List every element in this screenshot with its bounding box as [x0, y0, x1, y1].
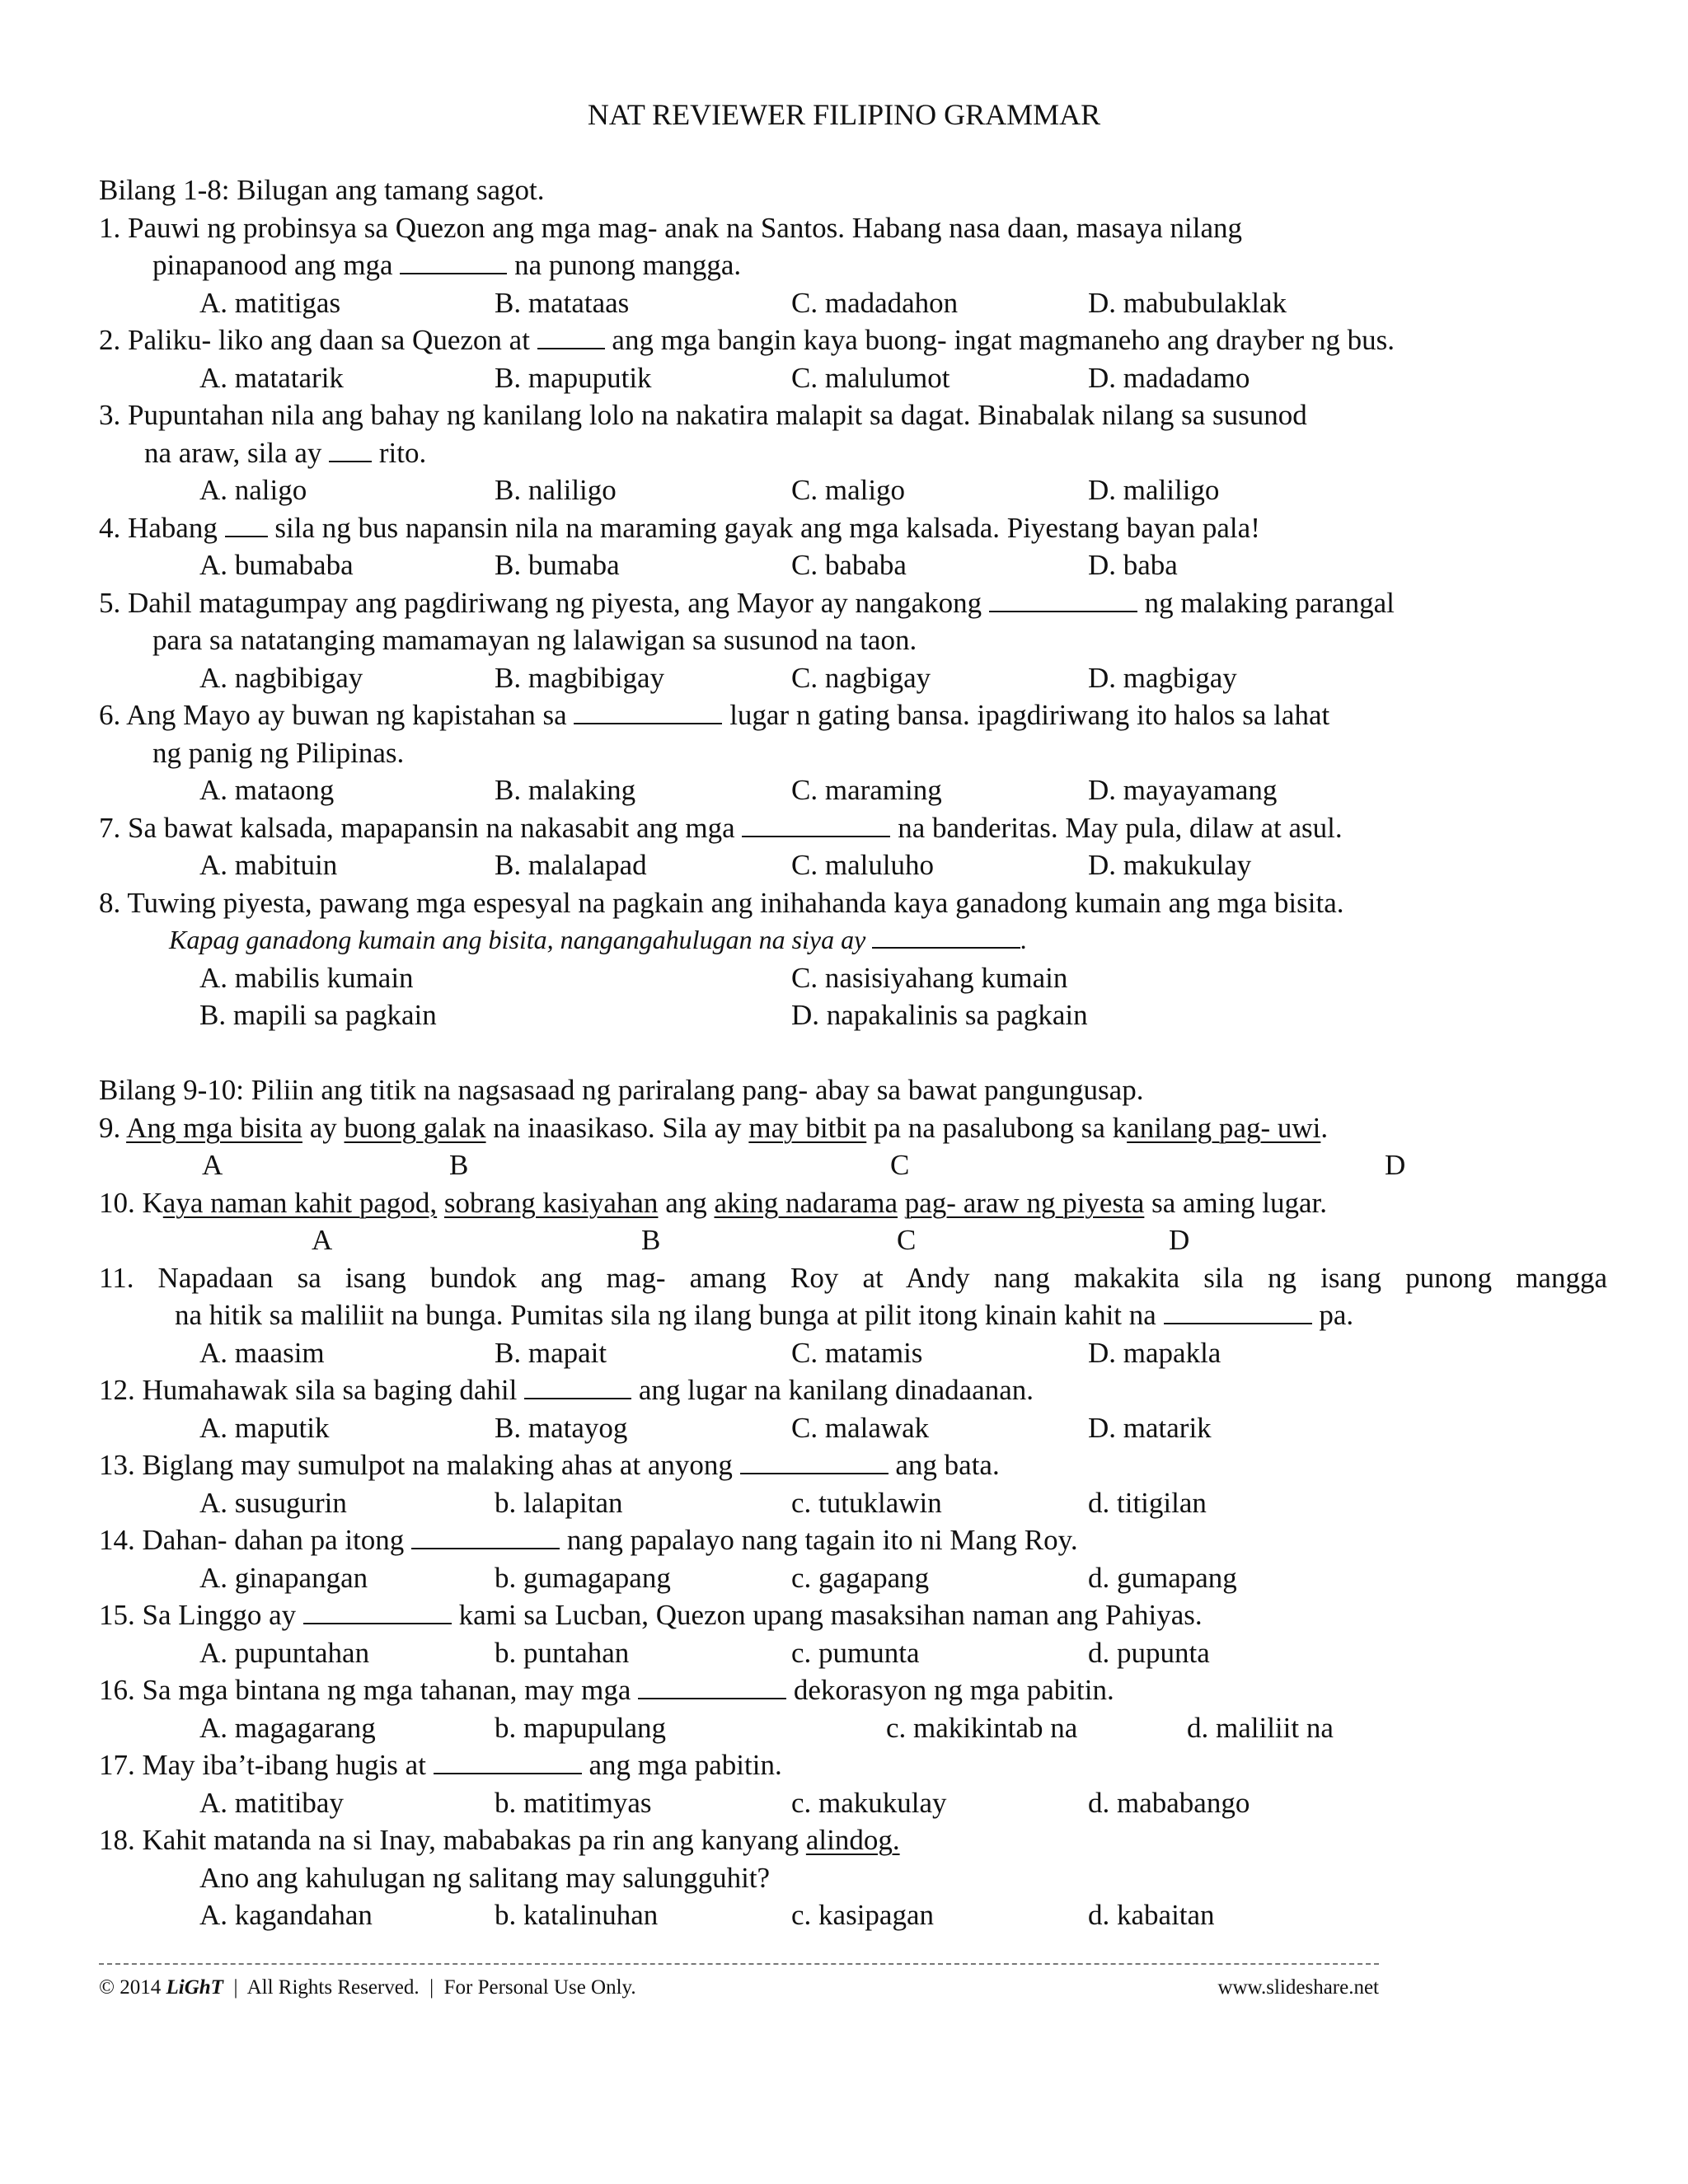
q1-text-part: na punong mangga. [507, 249, 742, 281]
choice[interactable]: c. makikintab na [886, 1711, 1078, 1744]
letter-d[interactable]: D [1169, 1224, 1190, 1256]
question-1-choices [99, 284, 1607, 322]
question-13-choices [99, 1484, 1607, 1522]
choice[interactable]: D. mabubulaklak [1088, 286, 1287, 319]
choice[interactable]: B. malalapad [495, 849, 647, 881]
question-8-note [99, 921, 1607, 959]
choice[interactable]: B. magbibigay [495, 661, 665, 694]
letter-b[interactable]: B [449, 1149, 469, 1181]
q12-text-part: 12. Humahawak sila sa baging dahil [99, 1374, 525, 1406]
q14-text-part: nang papalayo nang tagain ito ni Mang Roy. [560, 1524, 1078, 1556]
q8-note-part: Kapag ganadong kumain ang bisita, nangangahulugan na siya ay [169, 925, 873, 954]
q10-text-part: 10. K [99, 1186, 163, 1219]
choice[interactable]: B. mapuputik [495, 361, 652, 394]
q15-text-part: 15. Sa Linggo ay [99, 1599, 303, 1631]
question-3-cont [99, 434, 1607, 472]
choice[interactable]: B. naliligo [495, 474, 617, 506]
q10-text-part [437, 1187, 444, 1219]
question-6-choices [99, 771, 1607, 809]
answer-blank [638, 1675, 786, 1699]
choice[interactable]: A. matatarik [199, 361, 344, 394]
question-14 [99, 1521, 1607, 1559]
choice[interactable]: d. titigilan [1088, 1486, 1207, 1519]
question-16 [99, 1671, 1607, 1709]
q16-text-part: dekorasyon ng mga pabitin. [786, 1674, 1114, 1706]
answer-blank [400, 250, 507, 274]
choice[interactable]: c. gagapang [791, 1561, 930, 1594]
choice[interactable]: C. malawak [791, 1411, 930, 1444]
question-3: 3. Pupuntahan nila ang bahay ng kanilang lolo na nakatira malapit sa dagat. Binabalak nilang sa susunod [99, 399, 1307, 431]
question-8-choices-row2 [99, 996, 1607, 1034]
q16-text-part: 16. Sa mga bintana ng mga tahanan, may mga [99, 1674, 639, 1706]
choice[interactable]: A. matitigas [199, 286, 341, 319]
q6-text-part: lugar n gating bansa. ipagdiriwang ito halos sa lahat [722, 699, 1330, 731]
choice[interactable]: A. naligo [199, 474, 307, 506]
answer-blank [225, 513, 268, 537]
rights-text: | All Rights Reserved. | For Personal Use Only. [223, 1976, 636, 1999]
q11-text-part: na hitik sa maliliit na bunga. Pumitas sila ng ilang bunga at pilit itong kinain kahit na [175, 1299, 1164, 1331]
question-8-choices-row1 [99, 959, 1607, 997]
question-17 [99, 1746, 1607, 1784]
choice[interactable]: A. magagarang [199, 1711, 376, 1744]
choice[interactable]: D. mapakla [1088, 1336, 1221, 1369]
question-11-cont [99, 1296, 1607, 1334]
section-gap [99, 1034, 1607, 1072]
q12-text-part: ang lugar na kanilang dinadaanan. [631, 1374, 1034, 1406]
choice[interactable]: A. bumababa [199, 549, 354, 581]
question-6 [99, 696, 1607, 734]
answer-blank [434, 1750, 582, 1774]
choice[interactable]: C. bababa [791, 549, 907, 581]
section1-instruction: Bilang 1-8: Bilugan ang tamang sagot. [99, 174, 545, 206]
q7-text-part: na banderitas. May pula, dilaw at asul. [890, 811, 1343, 844]
q10-text-part [898, 1187, 905, 1219]
footer-divider [99, 1963, 1379, 1965]
answer-blank [740, 1450, 889, 1474]
q9-phrase-c: may bitbit [748, 1111, 867, 1144]
brand-name: LiGhT [166, 1976, 223, 1999]
q2-text-part: 2. Paliku- liko ang daan sa Quezon at [99, 324, 537, 356]
choice[interactable]: b. gumagapang [495, 1561, 671, 1594]
question-7-choices [99, 846, 1607, 884]
question-4-choices [99, 546, 1607, 584]
choice[interactable]: b. mapupulang [495, 1711, 667, 1744]
choice[interactable]: c. makukulay [791, 1786, 947, 1819]
q9-text-part: 9. [99, 1111, 127, 1144]
q11-text-part: pa. [1311, 1299, 1354, 1331]
choice[interactable]: B. mapait [495, 1336, 607, 1369]
q15-text-part: kami sa Lucban, Quezon upang masaksihan naman ang Pahiyas. [451, 1599, 1203, 1631]
q5-text-part: ng malaking parangal [1137, 586, 1395, 619]
q8-note-part: . [1020, 925, 1028, 954]
choice[interactable]: A. pupuntahan [199, 1636, 370, 1669]
choice[interactable]: A. nagbibigay [199, 661, 363, 694]
choice[interactable]: d. mababango [1088, 1786, 1250, 1819]
answer-blank [303, 1600, 452, 1624]
choice[interactable]: D. baba [1088, 549, 1178, 581]
choice[interactable]: d. maliliit na [1187, 1711, 1334, 1744]
q10-phrase-a: aya naman kahit pagod, [162, 1186, 438, 1219]
letter-a[interactable]: A [312, 1224, 333, 1256]
question-7 [99, 809, 1607, 847]
q9-text-part: ay [302, 1111, 345, 1144]
choice[interactable]: c. pumunta [791, 1636, 920, 1669]
footer-site-link[interactable]: www.slideshare.net [1217, 1976, 1379, 1999]
choice[interactable]: A. susugurin [199, 1486, 347, 1519]
question-18 [99, 1821, 1607, 1859]
question-6-cont: ng panig ng Pilipinas. [152, 736, 405, 769]
question-15 [99, 1596, 1607, 1634]
choice[interactable]: D. napakalinis sa pagkain [791, 999, 1088, 1031]
q9-text-part: . [1320, 1111, 1329, 1144]
choice[interactable]: C. madadahon [791, 286, 959, 319]
q6-text-part: 6. Ang Mayo ay buwan ng kapistahan sa [99, 699, 574, 731]
q10-text-part: ang [658, 1186, 715, 1219]
answer-blank [537, 325, 605, 349]
question-10 [99, 1184, 1607, 1222]
q9-phrase-d: anilang pag- uwi [1127, 1111, 1321, 1144]
question-2 [99, 321, 1607, 359]
choice[interactable]: D. magbigay [1088, 661, 1237, 694]
answer-blank [524, 1375, 631, 1399]
answer-blank [411, 1525, 560, 1549]
copyright-text: © 2014 [99, 1976, 166, 1999]
q3-text-part: rito. [372, 436, 427, 469]
q13-text-part: ang bata. [888, 1449, 1000, 1481]
question-1: 1. Pauwi ng probinsya sa Quezon ang mga mag- anak na Santos. Habang nasa daan, masaya nilang [99, 211, 1242, 244]
question-3-choices [99, 471, 1607, 509]
choice[interactable]: d. pupunta [1088, 1636, 1210, 1669]
choice[interactable]: C. nasisiyahang kumain [791, 961, 1068, 994]
question-17-choices [99, 1784, 1607, 1822]
choice[interactable]: B. bumaba [495, 549, 620, 581]
letter-c[interactable]: C [897, 1224, 917, 1256]
letter-c[interactable]: C [890, 1149, 910, 1181]
q10-text-part: sa aming lugar. [1144, 1186, 1327, 1219]
choice[interactable]: B. malaking [495, 774, 636, 806]
question-11-choices [99, 1334, 1607, 1372]
question-13 [99, 1446, 1607, 1484]
choice[interactable]: A. kagandahan [199, 1899, 373, 1931]
question-2-choices [99, 359, 1607, 397]
answer-blank [574, 700, 722, 724]
question-12-choices [99, 1409, 1607, 1447]
letter-b[interactable]: B [641, 1224, 661, 1256]
choice[interactable]: D. madadamo [1088, 361, 1250, 394]
choice[interactable]: A. mabilis kumain [199, 961, 414, 994]
question-9-letters [99, 1146, 1607, 1184]
question-16-choices [99, 1709, 1607, 1747]
q17-text-part: ang mga pabitin. [581, 1749, 782, 1781]
q1-text-part: pinapanood ang mga [152, 249, 401, 281]
choice[interactable]: C. maraming [791, 774, 942, 806]
q9-phrase-a: Ang mga bisita [126, 1111, 302, 1144]
choice[interactable]: B. matayog [495, 1411, 628, 1444]
answer-blank [872, 924, 1020, 949]
question-12 [99, 1371, 1607, 1409]
question-18-choices [99, 1896, 1607, 1934]
choice[interactable]: B. matataas [495, 286, 630, 319]
answer-blank [989, 588, 1137, 612]
choice[interactable]: A. matitibay [199, 1786, 344, 1819]
question-1-cont [99, 246, 1607, 284]
footer-copyright [99, 1976, 636, 1999]
q4-text-part: sila ng bus napansin nila na maraming gayak ang mga kalsada. Piyestang bayan pala! [267, 511, 1260, 544]
q14-text-part: 14. Dahan- dahan pa itong [99, 1524, 412, 1556]
q10-phrase-b: sobrang kasiyahan [443, 1186, 659, 1219]
answer-blank [742, 813, 890, 837]
question-4 [99, 509, 1607, 547]
question-5-cont: para sa natatanging mamamayan ng lalawigan sa susunod na taon. [152, 624, 917, 656]
q2-text-part: ang mga bangin kaya buong- ingat magmaneho ang drayber ng bus. [604, 324, 1395, 356]
q10-phrase-d: pag- araw ng piyesta [904, 1186, 1145, 1219]
choice[interactable]: A. mataong [199, 774, 335, 806]
answer-blank [1164, 1300, 1312, 1324]
question-8: 8. Tuwing piyesta, pawang mga espesyal na pagkain ang inihahanda kaya ganadong kumain ang mga bisita. [99, 886, 1344, 919]
q18-underlined-word: alindog. [805, 1824, 900, 1856]
choice[interactable]: D. makukulay [1088, 849, 1252, 881]
question-14-choices [99, 1559, 1607, 1597]
q4-text-part: 4. Habang [99, 511, 225, 544]
letter-a[interactable]: A [202, 1149, 223, 1181]
question-15-choices [99, 1634, 1607, 1672]
question-9 [99, 1109, 1607, 1147]
question-5 [99, 584, 1607, 622]
choice[interactable]: C. malulumot [791, 361, 950, 394]
answer-blank [329, 438, 372, 462]
choice[interactable]: D. maliligo [1088, 474, 1220, 506]
choice[interactable]: A. maasim [199, 1336, 325, 1369]
question-18-sub: Ano ang kahulugan ng salitang may salungguhit? [199, 1861, 771, 1894]
choice[interactable]: D. matarik [1088, 1411, 1212, 1444]
question-10-letters [99, 1221, 1607, 1259]
q17-text-part: 17. May iba’t-ibang hugis at [99, 1749, 434, 1781]
q18-text-part: 18. Kahit matanda na si Inay, mababakas pa rin ang kanyang [99, 1824, 806, 1856]
question-11: 11. Napadaan sa isang bundok ang mag- amang Roy at Andy nang makakita sila ng isang punong mangga [99, 1261, 1607, 1294]
q3-text-part: na araw, sila ay [144, 436, 330, 469]
q13-text-part: 13. Biglang may sumulpot na malaking ahas at anyong [99, 1449, 740, 1481]
choice[interactable]: b. matitimyas [495, 1786, 652, 1819]
page-title: NAT REVIEWER FILIPINO GRAMMAR [587, 98, 1101, 131]
q9-text-part: na inaasikaso. Sila ay [485, 1111, 749, 1144]
choice[interactable]: d. gumapang [1088, 1561, 1237, 1594]
choice[interactable]: C. nagbigay [791, 661, 931, 694]
letter-d[interactable]: D [1385, 1149, 1406, 1181]
q5-text-part: 5. Dahil matagumpay ang pagdiriwang ng piyesta, ang Mayor ay nangakong [99, 586, 989, 619]
choice[interactable]: D. mayayamang [1088, 774, 1278, 806]
choice[interactable]: c. tutuklawin [791, 1486, 942, 1519]
choice[interactable]: b. katalinuhan [495, 1899, 659, 1931]
q9-text-part: pa na pasalubong sa k [866, 1111, 1128, 1144]
question-5-choices [99, 659, 1607, 697]
choice[interactable]: b. lalapitan [495, 1486, 623, 1519]
choice[interactable]: b. puntahan [495, 1636, 630, 1669]
choice[interactable]: C. maluluho [791, 849, 935, 881]
questions-content [99, 171, 1607, 1934]
choice[interactable]: C. maligo [791, 474, 906, 506]
q9-phrase-b: buong galak [344, 1111, 486, 1144]
choice[interactable]: d. kabaitan [1088, 1899, 1215, 1931]
q10-phrase-c: aking nadarama [714, 1186, 898, 1219]
section2-instruction: Bilang 9-10: Piliin ang titik na nagsasaad ng pariralang pang- abay sa bawat pangungusap. [99, 1074, 1144, 1106]
choice[interactable]: B. mapili sa pagkain [199, 999, 437, 1031]
q7-text-part: 7. Sa bawat kalsada, mapapansin na nakasabit ang mga [99, 811, 743, 844]
choice[interactable]: c. kasipagan [791, 1899, 934, 1931]
choice[interactable]: A. ginapangan [199, 1561, 368, 1594]
choice[interactable]: A. mabituin [199, 849, 338, 881]
choice[interactable]: A. maputik [199, 1411, 330, 1444]
choice[interactable]: C. matamis [791, 1336, 923, 1369]
